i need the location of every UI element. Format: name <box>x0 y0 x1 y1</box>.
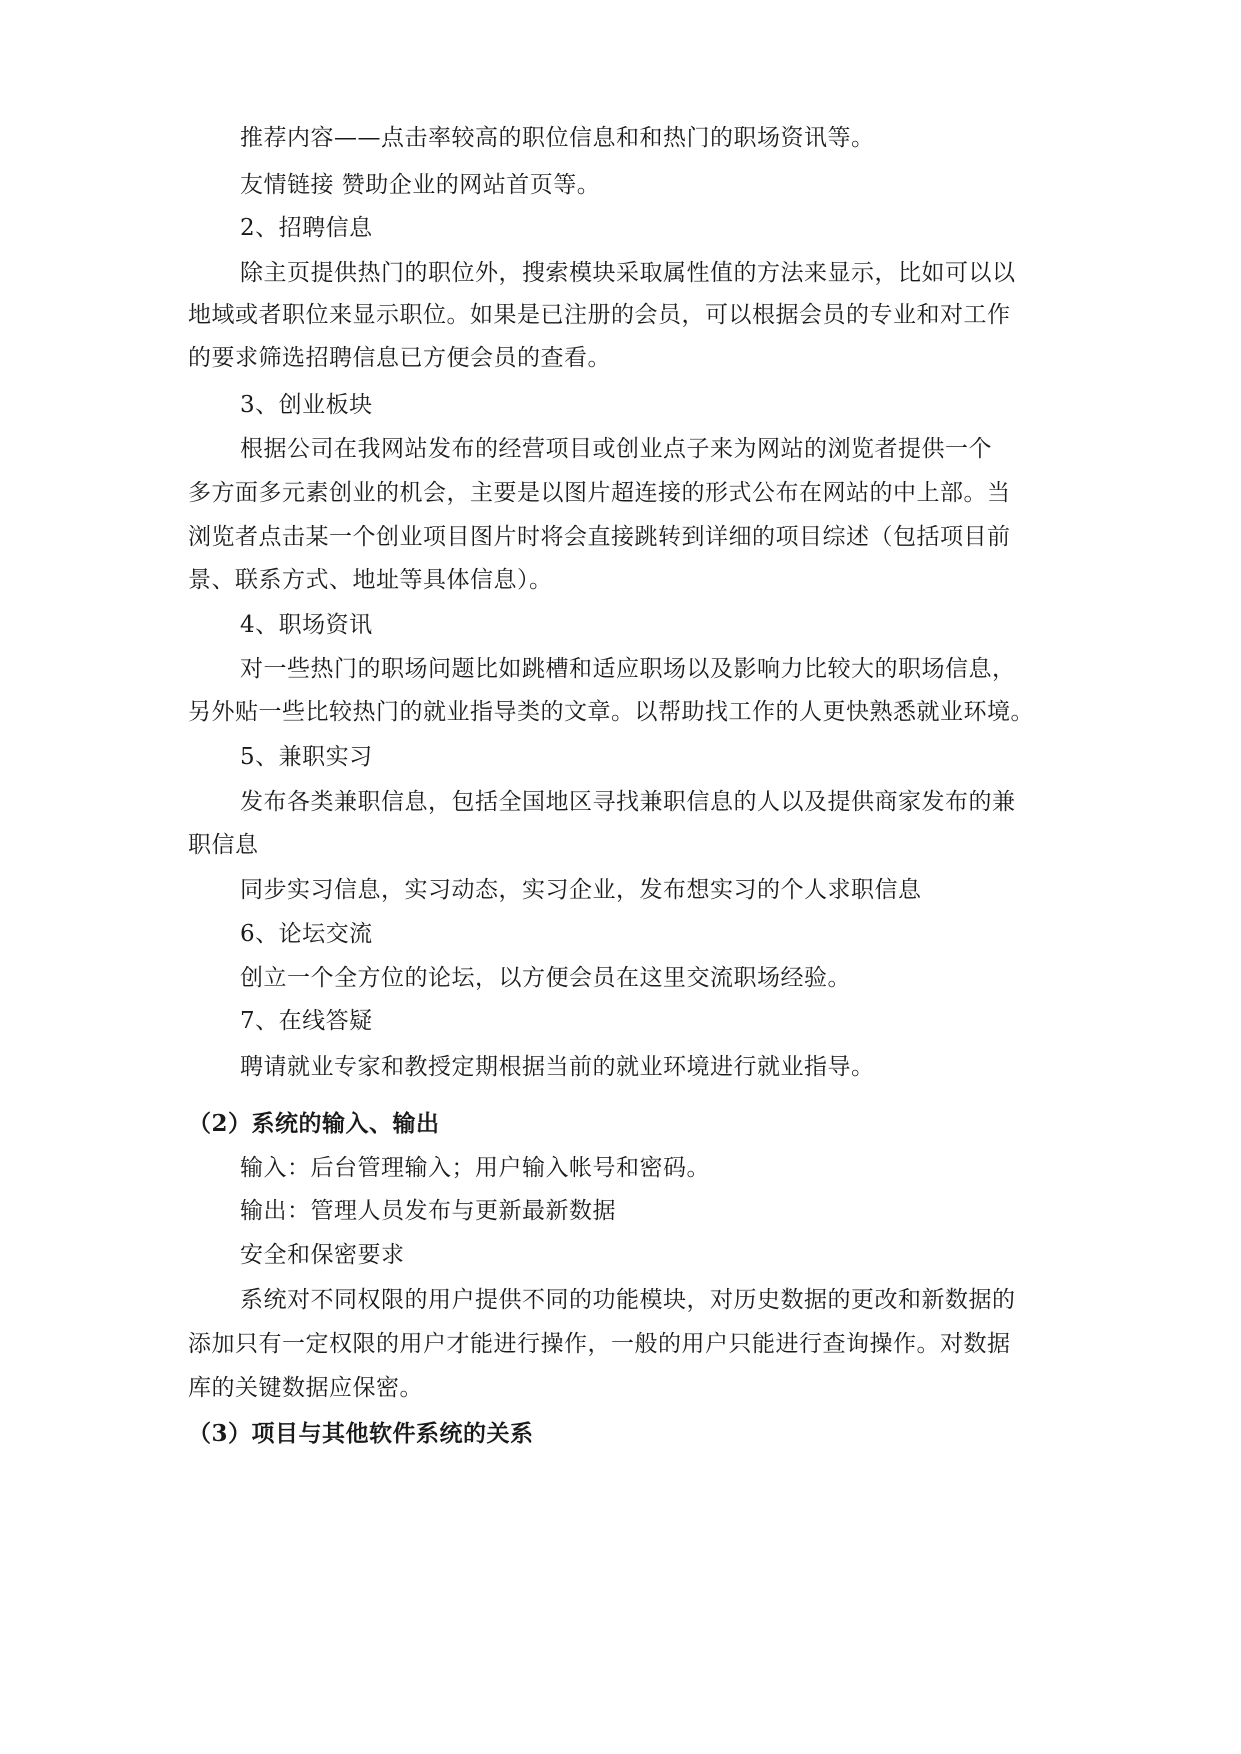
paragraph-line: 添加只有一定权限的用户才能进行操作，一般的用户只能进行查询操作。对数据 <box>188 1331 1011 1357</box>
security-title: 安全和保密要求 <box>240 1242 405 1268</box>
section-recruitment-title: 2、招聘信息 <box>240 215 373 241</box>
section-startup-title: 3、创业板块 <box>240 392 373 418</box>
paragraph-line: 对一些热门的职场问题比如跳槽和适应职场以及影响力比较大的职场信息， <box>240 656 1016 682</box>
paragraph-line: 聘请就业专家和教授定期根据当前的就业环境进行就业指导。 <box>240 1054 875 1080</box>
section-online-qa-title: 7、在线答疑 <box>240 1008 373 1034</box>
paragraph-line: 系统对不同权限的用户提供不同的功能模块，对历史数据的更改和新数据的 <box>240 1287 1016 1313</box>
paragraph-line: 的要求筛选招聘信息已方便会员的查看。 <box>188 345 611 371</box>
paragraph-line: 另外贴一些比较热门的就业指导类的文章。以帮助找工作的人更快熟悉就业环境。 <box>188 699 1034 725</box>
paragraph-line: 除主页提供热门的职位外，搜索模块采取属性值的方法来显示，比如可以以 <box>240 260 1016 286</box>
paragraph-line: 浏览者点击某一个创业项目图片时将会直接跳转到详细的项目综述（包括项目前 <box>188 524 1011 550</box>
paragraph-line: 根据公司在我网站发布的经营项目或创业点子来为网站的浏览者提供一个 <box>240 436 992 462</box>
section-parttime-title: 5、兼职实习 <box>240 744 373 770</box>
output-line: 输出：管理人员发布与更新最新数据 <box>240 1198 616 1224</box>
heading-project-relations: （3）项目与其他软件系统的关系 <box>188 1420 534 1447</box>
paragraph-line: 地域或者职位来显示职位。如果是已注册的会员，可以根据会员的专业和对工作 <box>188 302 1011 328</box>
paragraph-line: 库的关键数据应保密。 <box>188 1375 423 1401</box>
section-career-news-title: 4、职场资讯 <box>240 612 373 638</box>
paragraph-line: 创立一个全方位的论坛，以方便会员在这里交流职场经验。 <box>240 965 851 991</box>
paragraph-line: 同步实习信息，实习动态，实习企业，发布想实习的个人求职信息 <box>240 877 922 903</box>
friendly-links-line: 友情链接 赞助企业的网站首页等。 <box>240 172 601 198</box>
paragraph-line: 发布各类兼职信息，包括全国地区寻找兼职信息的人以及提供商家发布的兼 <box>240 789 1016 815</box>
input-line: 输入：后台管理输入；用户输入帐号和密码。 <box>240 1155 710 1181</box>
heading-system-io: （2）系统的输入、输出 <box>188 1110 440 1137</box>
paragraph-line: 职信息 <box>188 832 259 858</box>
recommend-content-line: 推荐内容——点击率较高的职位信息和和热门的职场资讯等。 <box>240 125 875 151</box>
paragraph-line: 多方面多元素创业的机会，主要是以图片超连接的形式公布在网站的中上部。当 <box>188 480 1011 506</box>
section-forum-title: 6、论坛交流 <box>240 921 373 947</box>
paragraph-line: 景、联系方式、地址等具体信息）。 <box>188 567 553 593</box>
